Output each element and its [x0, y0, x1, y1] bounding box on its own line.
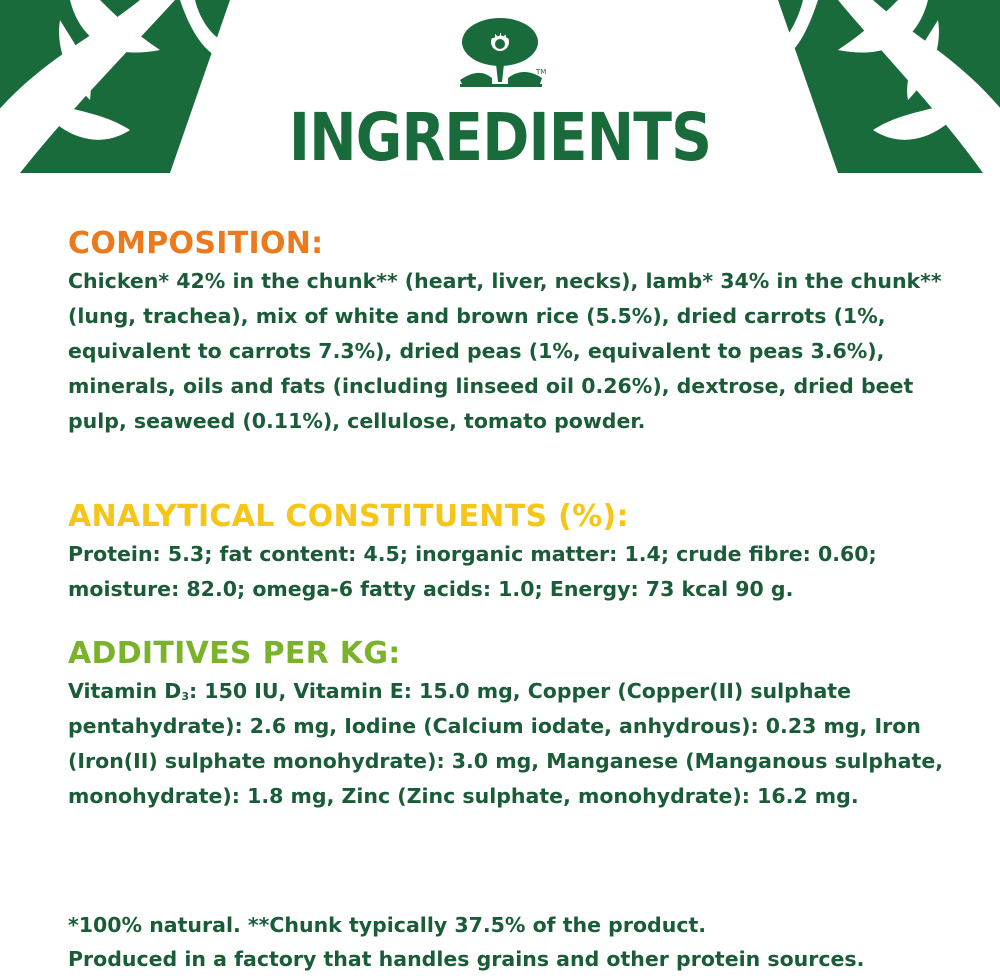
- vitamin-d-prefix: Vitamin D: [68, 679, 182, 703]
- composition-text: Chicken* 42% in the chunk** (heart, liver, necks), lamb* 34% in the chunk** (lung, trachea), mix of white and brown rice (5.5%), dried carrots (1%, equivalent to carrots 7.3%), dried peas (1%, equivalent to peas 3.6%), minerals, oils and fats (including linseed oil 0.26%), dextrose, dried beet pulp, seaweed (0.11%), cellulose, tomato powder.: [68, 269, 942, 433]
- vitamin-d-subscript: 3: [181, 690, 189, 703]
- additives-text: [68, 674, 948, 814]
- analytical-heading: ANALYTICAL CONSTITUENTS (%):: [68, 499, 629, 534]
- additives-heading: ADDITIVES PER KG:: [68, 636, 401, 671]
- additives-rest: : 150 IU, Vitamin E: 15.0 mg, Copper (Copper(II) sulphate pentahydrate): 2.6 mg, Iodine (Calcium iodate, anhydrous): 0.23 mg, Iron (Iron(II) sulphate monohydrate): 3.0 mg, Manganese (Manganous sulphate, monohydrate): 1.8 mg, Zinc (Zinc sulphate, monohydrate): 16.2 mg.: [68, 679, 944, 808]
- footnotes: [68, 908, 948, 976]
- footnote-line-2: Produced in a factory that handles grains and other protein sources.: [68, 947, 865, 971]
- analytical-text: Protein: 5.3; fat content: 4.5; inorganic matter: 1.4; crude fibre: 0.60; moisture: 82.0; omega-6 fatty acids: 1.0; Energy: 73 kcal 90 g.: [68, 542, 877, 601]
- analytical-section: [68, 497, 948, 607]
- footnote-line-1: *100% natural. **Chunk typically 37.5% of the product.: [68, 913, 707, 937]
- composition-section: [68, 224, 948, 439]
- header: [0, 0, 1000, 176]
- tree-paw-logo-icon: [452, 12, 548, 92]
- additives-section: [68, 634, 948, 814]
- trademark: TM: [536, 68, 547, 76]
- page-title: INGREDIENTS: [288, 99, 712, 176]
- composition-heading: COMPOSITION:: [68, 226, 324, 261]
